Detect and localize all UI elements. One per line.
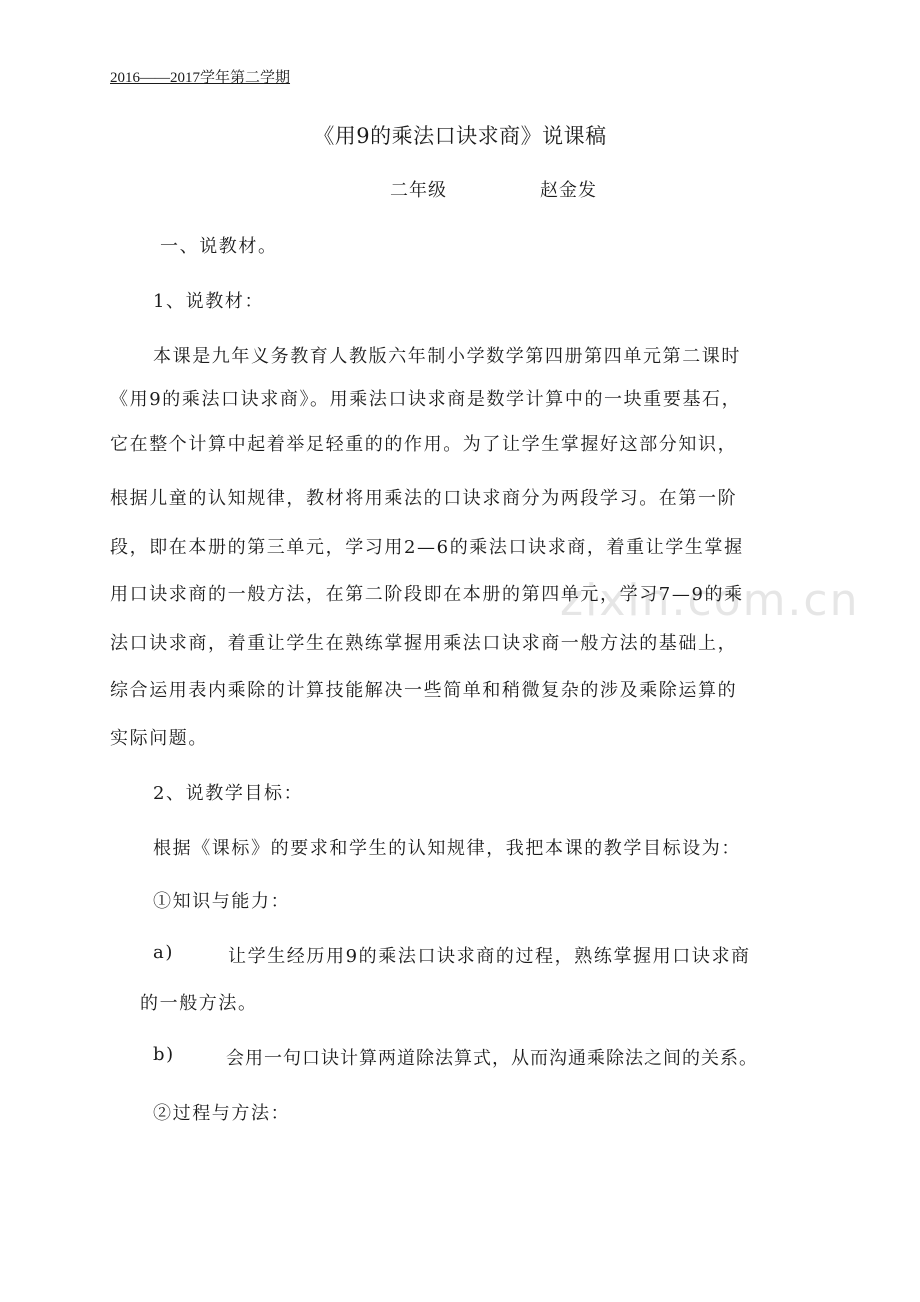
subsection-heading: 1、说教材：: [153, 291, 265, 312]
goal-heading: ②过程与方法：: [153, 1103, 291, 1124]
watermark: zixin.com.cn: [560, 575, 860, 626]
paragraph-line: 实际问题。: [110, 728, 208, 749]
paragraph-line: 本课是九年义务教育人教版六年制小学数学第四册第四单元第二课时: [153, 346, 741, 367]
goal-heading: ①知识与能力：: [153, 891, 291, 912]
author-name: 赵金发: [540, 180, 597, 201]
paragraph-line: 根据《课标》的要求和学生的认知规律，我把本课的教学目标设为：: [153, 838, 741, 859]
list-item-text: 会用一句口诀计算两道除法算式，从而沟通乘除法之间的关系。: [226, 1048, 758, 1069]
paragraph-line: 法口诀求商，着重让学生在熟练掌握用乘法口诀求商一般方法的基础上，: [110, 633, 738, 654]
paragraph-line: 它在整个计算中起着举足轻重的的作用。为了让学生掌握好这部分知识，: [110, 434, 738, 455]
semester-header: 2016——2017学年第二学期: [110, 70, 291, 86]
list-item-text: 的一般方法。: [140, 993, 258, 1014]
grade-label: 二年级: [390, 180, 447, 201]
list-item-label: b): [153, 1044, 175, 1065]
paragraph-line: 用口诀求商的一般方法，在第二阶段即在本册的第四单元，学习7—9的乘: [110, 584, 744, 605]
list-item-text: 让学生经历用9的乘法口诀求商的过程，熟练掌握用口诀求商: [228, 946, 751, 967]
section-heading: 一、说教材。: [160, 236, 278, 257]
list-item-label: a): [153, 942, 174, 963]
paragraph-line: 段，即在本册的第三单元，学习用2—6的乘法口诀求商，着重让学生掌握: [110, 537, 744, 558]
subsection-heading: 2、说教学目标：: [153, 783, 304, 804]
paragraph-line: 根据儿童的认知规律，教材将用乘法的口诀求商分为两段学习。在第一阶: [110, 488, 738, 509]
paragraph-line: 《用9的乘法口诀求商》。用乘法口诀求商是数学计算中的一块重要基石，: [110, 389, 742, 410]
byline: [390, 176, 597, 202]
document-title: 《用9的乘法口诀求商》说课稿: [313, 124, 607, 148]
paragraph-line: 综合运用表内乘除的计算技能解决一些简单和稍微复杂的涉及乘除运算的: [110, 680, 738, 701]
